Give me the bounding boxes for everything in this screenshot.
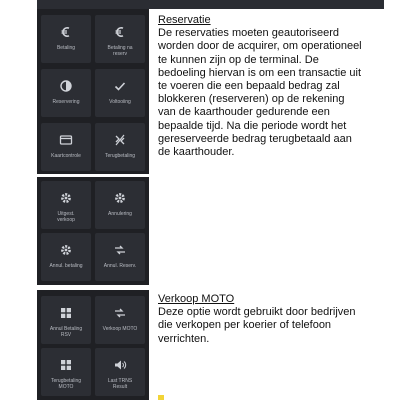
euro-icon xyxy=(41,23,91,41)
tile-label: Terugbetaling MOTO xyxy=(50,378,82,390)
top-bar xyxy=(37,0,384,9)
checkmark-icon xyxy=(95,77,145,95)
tile-label: Annul Betaling RSV xyxy=(49,326,83,338)
tile-annul-betaling-rsv[interactable] xyxy=(41,296,91,344)
highlight-mark xyxy=(158,395,164,400)
menu-panel-1 xyxy=(37,9,149,174)
reservatie-line: gereserveerde bedrag terugbetaald aan xyxy=(158,132,352,145)
gear-icon xyxy=(95,189,145,207)
tile-terugbetaling[interactable] xyxy=(95,123,145,171)
tile-label: Reservering xyxy=(52,99,80,105)
reservatie-line: worden door de acquirer, om operationeel xyxy=(158,40,362,53)
moto-line: die verkopen per koerier of telefoon xyxy=(158,319,332,332)
speaker-icon xyxy=(95,356,145,374)
tile-kaartcontrole[interactable] xyxy=(41,123,91,171)
tile-label: Betaling na reserv xyxy=(107,45,133,57)
tile-betaling-na-reserv[interactable] xyxy=(95,15,145,63)
gear-icon xyxy=(41,189,91,207)
tile-betaling[interactable] xyxy=(41,15,91,63)
reservatie-line: van de kaarthouder gedurende een xyxy=(158,106,330,119)
tile-label: Betaling xyxy=(56,45,76,51)
gear-icon xyxy=(41,241,91,259)
tile-uitgest-verkoop[interactable] xyxy=(41,181,91,229)
reservatie-line: bepaalde tijd. Na die periode wordt het xyxy=(158,119,347,132)
card-icon xyxy=(41,131,91,149)
reservatie-line: te voeren die een bepaald bedrag zal xyxy=(158,80,340,93)
moto-line: verrichten. xyxy=(158,332,210,345)
reservatie-line: blokkeren (reserveren) op de rekening xyxy=(158,93,345,106)
tile-last-trns-result[interactable] xyxy=(95,348,145,396)
moto-line: Deze optie wordt gebruikt door bedrijven xyxy=(158,306,356,319)
tile-label: Terugbetaling xyxy=(104,153,136,159)
tile-label: Kaartcontrole xyxy=(51,153,81,159)
reservatie-heading: Reservatie xyxy=(158,14,211,26)
refund-icon xyxy=(95,131,145,149)
tile-verkoop-moto[interactable] xyxy=(95,296,145,344)
euro-icon xyxy=(95,23,145,41)
grid-icon xyxy=(41,356,91,374)
half-circle-icon xyxy=(41,77,91,95)
tile-label: Verkoop MOTO xyxy=(102,326,138,332)
tile-label: Last TRNS Result xyxy=(107,378,133,390)
tile-voltooiing[interactable] xyxy=(95,69,145,117)
reservatie-line: De reservaties moeten geautoriseerd xyxy=(158,27,339,40)
tile-terugbetaling-moto[interactable] xyxy=(41,348,91,396)
reservatie-line: bedoeling hiervan is om een transactie uit xyxy=(158,66,362,79)
tile-annul-betaling[interactable] xyxy=(41,233,91,281)
grid-icon xyxy=(41,304,91,322)
tile-annul-reserv[interactable] xyxy=(95,233,145,281)
tile-label: Voltooiing xyxy=(109,99,131,105)
moto-section xyxy=(158,293,356,346)
reservatie-section xyxy=(158,14,362,159)
tile-annulering[interactable] xyxy=(95,181,145,229)
tile-label: Uitgest. verkoop xyxy=(57,211,75,223)
reservatie-line: de kaarthouder. xyxy=(158,146,235,159)
moto-heading: Verkoop MOTO xyxy=(158,293,235,305)
tile-label: Annulering xyxy=(108,211,132,217)
menu-panel-2 xyxy=(37,177,149,285)
tile-reservering[interactable] xyxy=(41,69,91,117)
menu-panel-3 xyxy=(37,290,149,400)
tile-label: Annul. Reserv. xyxy=(103,263,137,269)
tile-label: Annul. betaling xyxy=(49,263,83,269)
reservatie-line: te kunnen zijn op de terminal. De xyxy=(158,53,319,66)
swap-icon xyxy=(95,241,145,259)
swap-icon xyxy=(95,304,145,322)
